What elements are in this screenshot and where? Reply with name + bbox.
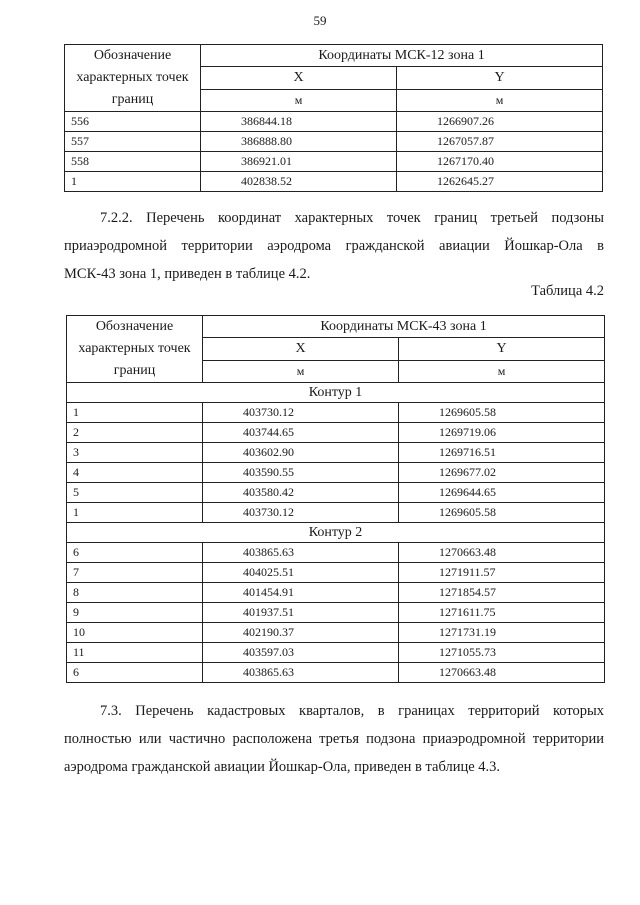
table-row: [67, 503, 605, 523]
x-cell: 386921.01: [201, 152, 397, 172]
paragraph-line: 7.2.2. Перечень координат характерных точек границ третьей подзоны: [100, 210, 604, 226]
header-y: Y: [399, 338, 605, 360]
x-cell: 386844.18: [201, 112, 397, 132]
x-cell: 402190.37: [203, 623, 399, 643]
x-cell: 403744.65: [203, 423, 399, 443]
y-cell: 1271911.57: [399, 563, 605, 583]
x-cell: 403865.63: [203, 663, 399, 683]
x-cell: 403730.12: [203, 403, 399, 423]
unit-y: м: [397, 89, 603, 111]
contour-2-label: Контур 2: [67, 523, 605, 543]
paragraph-7-2-2: [64, 204, 604, 288]
paragraph-7-3: [64, 697, 604, 781]
y-cell: 1267170.40: [397, 152, 603, 172]
point-cell: 2: [67, 423, 203, 443]
paragraph-line: МСК-43 зона 1, приведен в таблице 4.2.: [64, 266, 311, 282]
table-row: [65, 132, 603, 152]
x-cell: 401454.91: [203, 583, 399, 603]
point-cell: 558: [65, 152, 201, 172]
point-cell: 6: [67, 543, 203, 563]
x-cell: 403730.12: [203, 503, 399, 523]
table-row: [67, 563, 605, 583]
y-cell: 1262645.27: [397, 172, 603, 192]
point-cell: 9: [67, 603, 203, 623]
x-cell: 403590.55: [203, 463, 399, 483]
point-cell: 10: [67, 623, 203, 643]
paragraph-line: полностью или частично расположена третья подзона приаэродромной территории: [64, 731, 604, 747]
x-cell: 403865.63: [203, 543, 399, 563]
x-cell: 404025.51: [203, 563, 399, 583]
table-row: [67, 543, 605, 563]
y-cell: 1270663.48: [399, 663, 605, 683]
unit-x: м: [203, 360, 399, 382]
table-row: [65, 112, 603, 132]
y-cell: 1269716.51: [399, 443, 605, 463]
point-cell: 6: [67, 663, 203, 683]
y-cell: 1266907.26: [397, 112, 603, 132]
contour-1-label: Контур 1: [67, 383, 605, 403]
header-points: Обозначение характерных точек границ: [65, 45, 201, 112]
table-row: [67, 603, 605, 623]
y-cell: 1271611.75: [399, 603, 605, 623]
unit-x: м: [201, 89, 397, 111]
y-cell: 1271055.73: [399, 643, 605, 663]
header-coordinates: Координаты МСК-12 зона 1: [201, 45, 603, 67]
point-cell: 556: [65, 112, 201, 132]
table-row: [67, 483, 605, 503]
table-row: [67, 463, 605, 483]
point-cell: 1: [67, 403, 203, 423]
table-row: [65, 152, 603, 172]
unit-y: м: [399, 360, 605, 382]
table-row: [67, 583, 605, 603]
table-row: [65, 172, 603, 192]
point-cell: 1: [67, 503, 203, 523]
y-cell: 1269644.65: [399, 483, 605, 503]
y-cell: 1269605.58: [399, 403, 605, 423]
page-number: 59: [313, 13, 327, 28]
x-cell: 403580.42: [203, 483, 399, 503]
paragraph-line: приаэродромной территории аэродрома гражданской авиации Йошкар-Ола в: [64, 238, 604, 254]
y-cell: 1269605.58: [399, 503, 605, 523]
header-points: Обозначение характерных точек границ: [67, 316, 203, 383]
x-cell: 402838.52: [201, 172, 397, 192]
header-x: X: [203, 338, 399, 360]
coordinates-table-msk12: [64, 44, 603, 192]
x-cell: 386888.80: [201, 132, 397, 152]
header-coordinates: Координаты МСК-43 зона 1: [203, 316, 605, 338]
coordinates-table-msk43: [66, 315, 605, 683]
x-cell: 403597.03: [203, 643, 399, 663]
point-cell: 11: [67, 643, 203, 663]
x-cell: 403602.90: [203, 443, 399, 463]
paragraph-line: 7.3. Перечень кадастровых кварталов, в границах территорий которых: [100, 703, 604, 719]
y-cell: 1270663.48: [399, 543, 605, 563]
paragraph-line: аэродрома гражданской авиации Йошкар-Ола, приведен в таблице 4.3.: [64, 759, 501, 775]
table-caption: Таблица 4.2: [531, 283, 604, 299]
point-cell: 557: [65, 132, 201, 152]
y-cell: 1269677.02: [399, 463, 605, 483]
point-cell: 8: [67, 583, 203, 603]
point-cell: 7: [67, 563, 203, 583]
y-cell: 1271854.57: [399, 583, 605, 603]
table-row: [67, 663, 605, 683]
table-row: [67, 643, 605, 663]
table-row: [67, 443, 605, 463]
table-row: [67, 403, 605, 423]
point-cell: 3: [67, 443, 203, 463]
table-row: [67, 423, 605, 443]
header-y: Y: [397, 67, 603, 89]
point-cell: 5: [67, 483, 203, 503]
x-cell: 401937.51: [203, 603, 399, 623]
table-row: [67, 623, 605, 643]
y-cell: 1271731.19: [399, 623, 605, 643]
point-cell: 4: [67, 463, 203, 483]
point-cell: 1: [65, 172, 201, 192]
header-x: X: [201, 67, 397, 89]
y-cell: 1267057.87: [397, 132, 603, 152]
y-cell: 1269719.06: [399, 423, 605, 443]
